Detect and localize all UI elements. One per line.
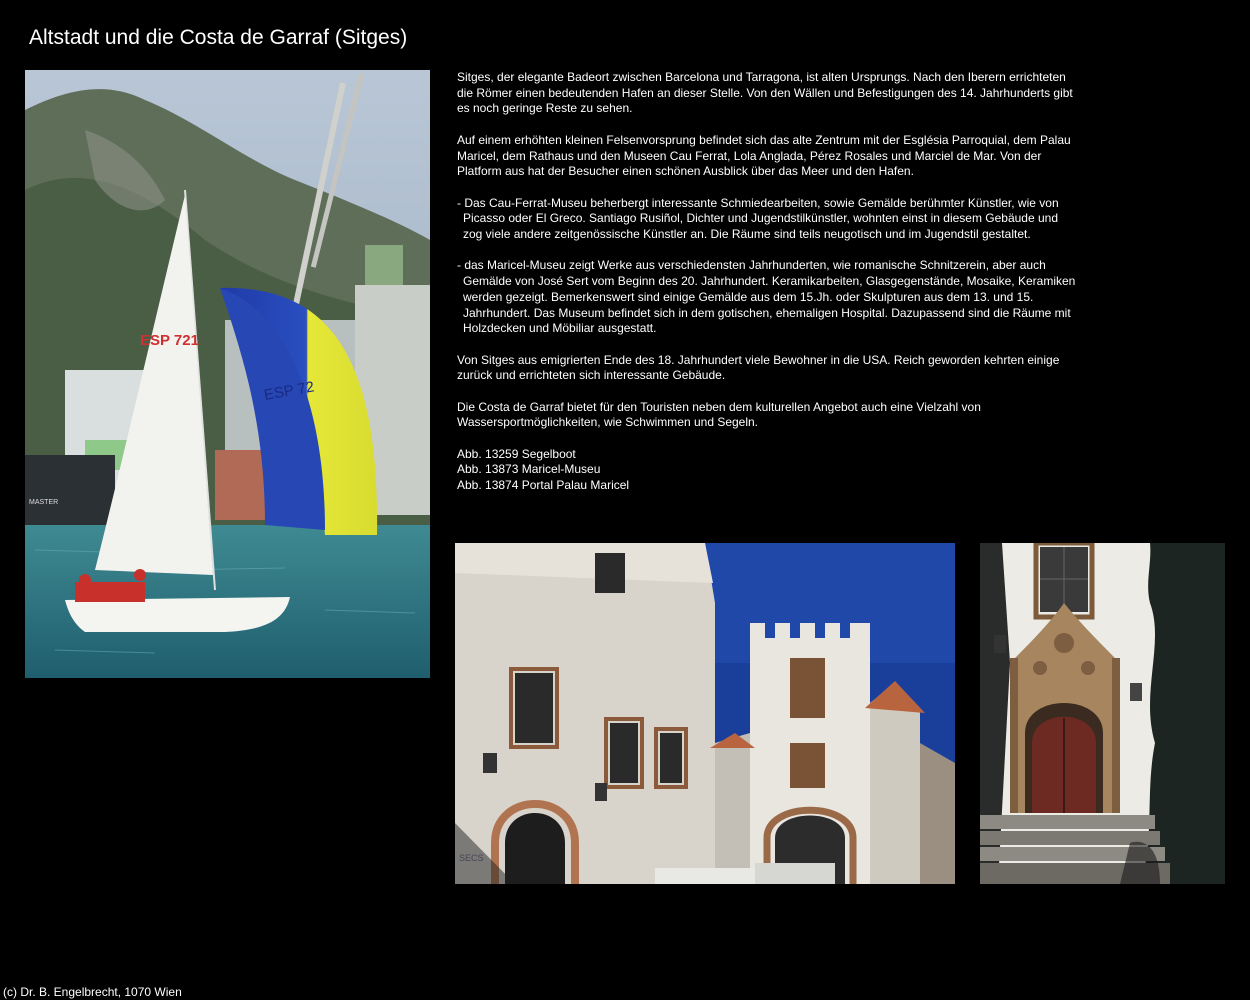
- caption-sailboat: Abb. 13259 Segelboot: [457, 446, 576, 461]
- paragraph-costa-garraf: Die Costa de Garraf bietet für den Touristen neben dem kulturellen Angebot auch eine Vielzahl von Wassersportmöglichkeiten, wie Schwimmen und Segeln.: [457, 399, 981, 430]
- photo-portal-palau-maricel[interactable]: [980, 543, 1225, 884]
- page-title: Altstadt und die Costa de Garraf (Sitges): [29, 26, 408, 49]
- caption-portal: Abb. 13874 Portal Palau Maricel: [457, 478, 630, 493]
- paragraph-maricel: - das Maricel-Museu zeigt Werke aus verschiedensten Jahrhunderten, wie romanische Schnitzerein, aber auch Gemälde von José Sert vom Beginn des 20. Jahrhundert. Keramikarbeiten, Glasgegenstände, Mosaike, Keramiken werden gezeigt. Bemerkenswert sind einige Gemälde aus dem 15.Jh. oder Skulpturen aus dem 13. und 15. Jahrhundert. Das Museum befindet sich in dem gotischen, ehemaligen Hospital. Dazupassend sind die Räume mit Holzdecken und Möbiliar ausgestatt.: [457, 258, 1076, 336]
- sail-number: ESP 721: [140, 332, 199, 349]
- article-text: [457, 70, 1077, 494]
- paragraph-intro: Sitges, der elegante Badeort zwischen Barcelona und Tarragona, ist alten Ursprungs. Nach den Iberern errichteten die Römer einen bedeutenden Hafen an dieser Stelle. Von den Wällen und Befestigungen des 14. Jahrhunderts gibt es noch geringe Reste zu sehen.: [457, 70, 1073, 116]
- spinnaker-text: ESP 72: [262, 378, 316, 404]
- paragraph-cau-ferrat: - Das Cau-Ferrat-Museu beherbergt interessante Schmiedearbeiten, sowie Gemälde berühmter Künstler, wie von Picasso oder El Greco. Santiago Rusiñol, Dichter und Jugendstilkünstler, wohnten einst in diesem Gebäude und zog viele andere zeitgenössische Künstler an. Die Räume sind teils neugotisch und im Jugendstil gestaltet.: [457, 195, 1059, 241]
- museum-sign: SECS: [459, 853, 484, 863]
- paragraph-old-town: Auf einem erhöhten kleinen Felsenvorsprung befindet sich das alte Zentrum mit der Església Parroquial, dem Palau Maricel, dem Rathaus und den Museen Cau Ferrat, Lola Anglada, Pérez Rosales und Marciel de Mar. Von der Platform aus hat der Besucher einen schönen Ausblick über das Meer und den Hafen.: [457, 132, 1071, 179]
- copyright-footer: (c) Dr. B. Engelbrecht, 1070 Wien: [3, 985, 182, 999]
- paragraph-emigration: Von Sitges aus emigrierten Ende des 18. Jahrhundert viele Bewohner in die USA. Reich geworden kehrten einige zurück und errichteten sich interessante Gebäude.: [457, 352, 1060, 383]
- ship-name: MASTER: [29, 499, 59, 506]
- photo-maricel-museum[interactable]: [455, 543, 955, 884]
- captions: [457, 447, 1077, 494]
- caption-maricel-museum: Abb. 13873 Maricel-Museu: [457, 462, 601, 477]
- photo-sailboat[interactable]: [25, 70, 430, 678]
